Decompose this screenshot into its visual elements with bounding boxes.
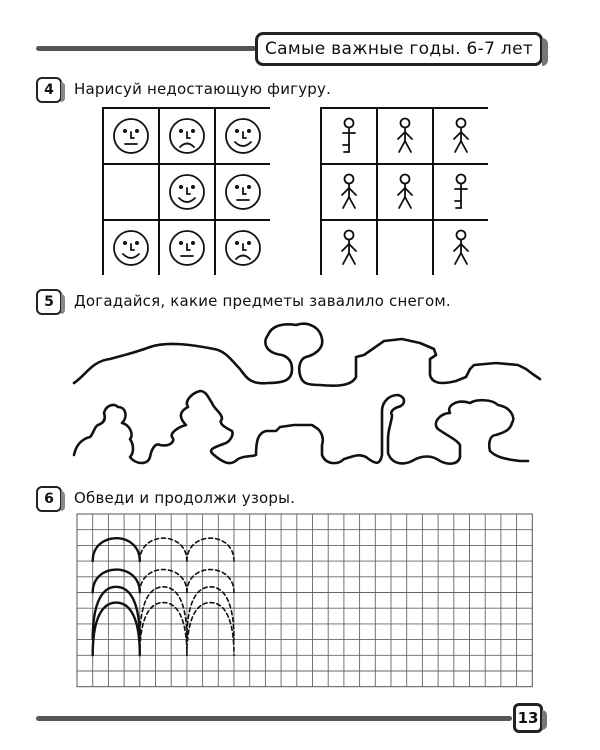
neutral-face-icon xyxy=(103,108,159,164)
footer-rule xyxy=(36,716,512,721)
stick-figure-icon xyxy=(433,164,488,220)
page-title: Самые важные годы. 6-7 лет xyxy=(255,32,543,66)
faces-grid xyxy=(102,107,270,275)
snow-silhouettes xyxy=(0,315,600,475)
page-number: 13 xyxy=(513,703,543,733)
snow-line-top xyxy=(74,324,540,386)
happy-face-icon xyxy=(159,164,215,220)
grid-cell xyxy=(103,164,159,220)
task-5-text: Догадайся, какие предметы завалило снегом. xyxy=(74,292,451,310)
happy-face-icon xyxy=(215,108,270,164)
stick-figure-icon xyxy=(321,108,377,164)
pattern-grid xyxy=(76,513,536,693)
stick-figure-icon xyxy=(377,164,433,220)
header-rule xyxy=(36,46,256,51)
snow-line-bottom xyxy=(74,391,528,464)
task-6-number: 6 xyxy=(36,486,62,512)
grid-cell xyxy=(377,220,433,275)
sad-face-icon xyxy=(159,108,215,164)
stick-figure-icon xyxy=(377,108,433,164)
sad-face-icon xyxy=(215,220,270,275)
happy-face-icon xyxy=(103,220,159,275)
task-4-text: Нарисуй недостающую фигуру. xyxy=(74,80,332,98)
stick-figure-icon xyxy=(321,164,377,220)
task-4-number: 4 xyxy=(36,77,62,103)
stick-figure-icon xyxy=(321,220,377,275)
neutral-face-icon xyxy=(159,220,215,275)
task-6-text: Обведи и продолжи узоры. xyxy=(74,489,296,507)
stick-figure-icon xyxy=(433,108,488,164)
figures-grid xyxy=(320,107,488,275)
task-5-number: 5 xyxy=(36,289,62,315)
stick-figure-icon xyxy=(433,220,488,275)
neutral-face-icon xyxy=(215,164,270,220)
